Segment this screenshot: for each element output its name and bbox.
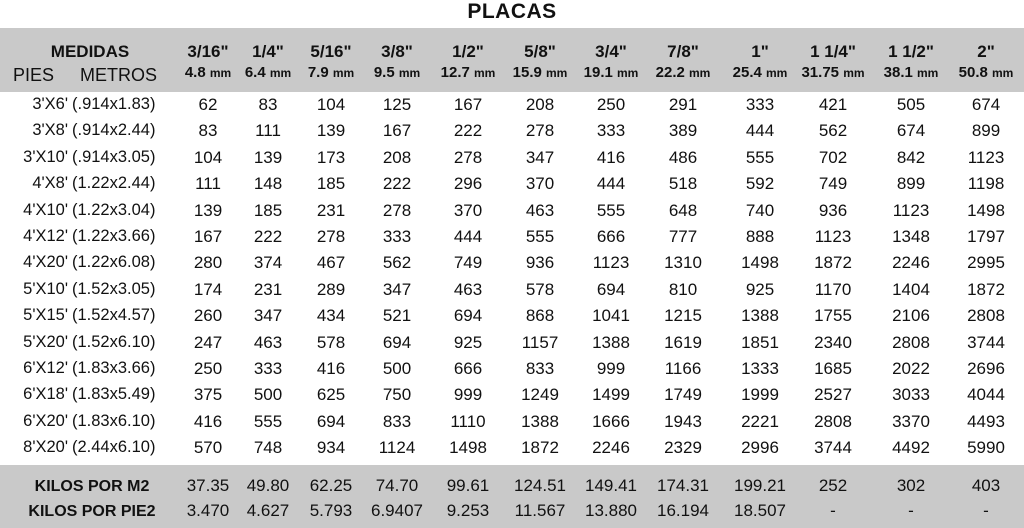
footer-cell: 49.80 (246, 476, 290, 495)
table-cell: 521 (382, 306, 412, 326)
table-cell: 2996 (741, 438, 779, 458)
table-cell: 674 (971, 95, 1001, 114)
table-cell: 899 (971, 121, 1001, 141)
table-cell: 666 (453, 359, 483, 378)
table-cell: 173 (316, 147, 346, 167)
table-cell: 555 (596, 200, 626, 220)
size-meters: (1.22x6.08) (72, 253, 156, 272)
table-cell: 463 (525, 200, 555, 220)
table-cell: 2022 (892, 359, 930, 378)
column-fraction-header: 5/8" (524, 42, 556, 61)
size-feet: 6'X20' (23, 411, 68, 430)
size-feet: 4'X8' (32, 174, 68, 193)
table-cell: 749 (818, 174, 848, 194)
table-cell: 925 (453, 332, 483, 352)
table-cell: 1310 (664, 253, 702, 273)
row-size-label (8, 253, 178, 272)
table-cell: 444 (596, 174, 626, 194)
row-size-label (8, 412, 178, 431)
table-cell: 167 (193, 227, 223, 246)
table-cell: 139 (253, 147, 283, 167)
column-fraction-header: 2" (977, 42, 995, 61)
table-cell: 463 (253, 332, 283, 352)
mm-unit: mm (917, 66, 939, 80)
column-fraction-header: 1 1/4" (810, 42, 856, 61)
table-cell: 1041 (592, 306, 630, 326)
footer-cell: - (908, 501, 914, 520)
table-cell: 1404 (892, 279, 930, 299)
table-cell: 111 (255, 121, 281, 141)
mm-unit: mm (269, 66, 292, 80)
table-cell: 416 (596, 147, 626, 167)
table-cell: 1666 (592, 411, 630, 431)
table-cell: 750 (382, 385, 412, 405)
row-size-label (8, 174, 178, 193)
table-cell: 222 (453, 121, 483, 141)
table-cell: 999 (596, 359, 626, 378)
mm-unit: mm (992, 66, 1014, 80)
table-cell: 1123 (892, 200, 930, 220)
table-cell: 518 (668, 174, 698, 194)
column-fraction-header: 1/2" (452, 42, 484, 61)
column-mm-header (944, 63, 1024, 83)
table-cell: 278 (382, 200, 412, 220)
table-cell: 1749 (664, 385, 702, 405)
table-cell: 2246 (892, 253, 930, 273)
size-meters: (1.52x6.10) (72, 332, 156, 351)
table-cell: 1499 (592, 385, 630, 405)
mm-value: 19.1 (583, 64, 613, 81)
table-cell: 389 (668, 121, 698, 141)
column-fraction-header: 3/16" (187, 42, 229, 61)
table-cell: 1388 (592, 332, 630, 352)
table-cell: 555 (525, 227, 555, 246)
mm-unit: mm (766, 66, 788, 80)
table-cell: 333 (745, 95, 775, 114)
size-meters: (.914x3.05) (72, 147, 156, 166)
table-cell: 505 (896, 95, 926, 114)
mm-value: 50.8 (958, 64, 988, 81)
table-cell: 1157 (521, 332, 559, 352)
table-cell: 1123 (814, 227, 852, 246)
column-fraction-header: 5/16" (310, 42, 352, 61)
footer-cell: 6.9407 (371, 501, 423, 520)
table-cell: 463 (453, 279, 483, 299)
table-cell: 280 (193, 253, 223, 273)
mm-unit: mm (209, 66, 232, 80)
table-cell: 250 (193, 359, 223, 378)
table-cell: 694 (382, 332, 412, 352)
table-cell: 1872 (814, 253, 852, 273)
column-fraction-header: 1/4" (252, 42, 284, 61)
mm-value: 12.7 (440, 64, 470, 81)
footer-cell: 124.51 (514, 476, 566, 495)
table-cell: 421 (818, 95, 848, 114)
table-cell: 868 (525, 306, 555, 326)
size-meters: (1.83x5.49) (72, 385, 156, 404)
mm-value: 6.4 (244, 64, 266, 81)
footer-cell: 174.31 (657, 476, 709, 495)
table-cell: 3744 (967, 332, 1005, 352)
table-cell: 1498 (741, 253, 779, 273)
column-mm-header (718, 63, 802, 83)
table-cell: 674 (896, 121, 926, 141)
table-cell: 888 (745, 227, 775, 246)
mm-unit: mm (546, 66, 568, 80)
table-cell: 842 (896, 147, 926, 167)
mm-unit: mm (332, 66, 355, 80)
table-cell: 104 (316, 95, 346, 114)
table-cell: 702 (818, 147, 848, 167)
table-cell: 625 (316, 385, 346, 405)
table-cell: 333 (382, 227, 412, 246)
row-size-label (8, 227, 178, 246)
column-fraction-header: 1 1/2" (888, 42, 934, 61)
size-meters: (1.52x3.05) (72, 279, 156, 298)
column-mm-header (791, 63, 875, 83)
table-cell: 1348 (892, 227, 930, 246)
size-meters: (1.83x6.10) (72, 411, 156, 430)
mm-value: 7.9 (307, 64, 329, 81)
footer-cell: 37.35 (186, 476, 230, 495)
table-cell: 222 (253, 227, 283, 246)
table-cell: 416 (193, 411, 223, 431)
size-feet: 5'X20' (23, 332, 68, 351)
row-size-label (8, 438, 178, 457)
table-cell: 231 (316, 200, 346, 220)
footer-cell: 11.567 (514, 501, 566, 520)
table-cell: 3370 (892, 411, 930, 431)
table-cell: 250 (596, 95, 626, 114)
footer-cell: 99.61 (446, 476, 490, 495)
table-cell: 139 (316, 121, 346, 141)
mm-unit: mm (617, 66, 639, 80)
size-feet: 6'X12' (23, 359, 68, 377)
table-cell: 260 (193, 306, 223, 326)
size-feet: 3'X10' (23, 147, 68, 166)
table-cell: 167 (453, 95, 483, 114)
row-size-label (8, 95, 178, 114)
size-feet: 5'X10' (23, 279, 68, 298)
table-cell: 1123 (967, 147, 1005, 167)
table-cell: 247 (193, 332, 223, 352)
table-cell: 467 (316, 253, 346, 273)
table-cell: 333 (253, 359, 283, 378)
row-size-label (8, 280, 178, 299)
footer-cell: 13.880 (585, 501, 637, 520)
table-cell: 148 (253, 174, 283, 194)
table-cell: 104 (193, 147, 223, 167)
table-cell: 555 (253, 411, 283, 431)
table-cell: 578 (525, 279, 555, 299)
table-cell: 174 (193, 279, 223, 299)
footer-cell: 9.253 (446, 501, 490, 520)
table-cell: 185 (253, 200, 283, 220)
size-meters: (2.44x6.10) (72, 438, 156, 457)
mm-value: 9.5 (373, 64, 395, 81)
footer-cell: 5.793 (309, 501, 353, 520)
size-feet: 6'X18' (23, 385, 68, 404)
footer-cell: 16.194 (657, 501, 709, 520)
mm-unit: mm (689, 66, 711, 80)
table-cell: 666 (596, 227, 626, 246)
footer-cell: 3.470 (186, 501, 230, 520)
table-cell: 111 (195, 174, 221, 194)
mm-unit: mm (474, 66, 496, 80)
column-fraction-header: 3/8" (381, 42, 413, 61)
table-cell: 2808 (967, 306, 1005, 326)
table-cell: 222 (382, 174, 412, 194)
table-cell: 434 (316, 306, 346, 326)
footer-cell: 403 (971, 476, 1001, 495)
size-meters: (.914x1.83) (72, 95, 156, 113)
table-cell: 777 (668, 227, 698, 246)
mm-value: 38.1 (883, 64, 913, 81)
table-cell: 2106 (892, 306, 930, 326)
size-meters: (1.52x4.57) (72, 306, 156, 325)
footer-cell: 149.41 (585, 476, 637, 495)
mm-value: 31.75 (801, 64, 840, 81)
row-size-label (8, 333, 178, 352)
table-cell: 740 (745, 200, 775, 220)
table-cell: 5990 (967, 438, 1005, 458)
table-cell: 1999 (741, 385, 779, 405)
column-fraction-header: 7/8" (667, 42, 699, 61)
table-cell: 3033 (892, 385, 930, 405)
table-cell: 810 (668, 279, 698, 299)
table-cell: 347 (525, 147, 555, 167)
footer-cell: 74.70 (375, 476, 419, 495)
table-cell: 999 (453, 385, 483, 405)
table-cell: 2329 (664, 438, 702, 458)
table-cell: 296 (453, 174, 483, 194)
table-cell: 2696 (967, 359, 1005, 378)
row-size-label (8, 201, 178, 220)
size-feet: 4'X10' (23, 200, 68, 219)
size-meters: (1.22x2.44) (72, 174, 156, 193)
table-cell: 562 (382, 253, 412, 273)
table-cell: 1170 (814, 279, 852, 299)
size-meters: (1.22x3.66) (72, 227, 156, 245)
table-cell: 333 (596, 121, 626, 141)
table-cell: 1685 (814, 359, 852, 378)
footer-cell: 252 (818, 476, 848, 495)
table-cell: 83 (258, 95, 278, 114)
mm-unit: mm (398, 66, 421, 80)
row-size-label (8, 148, 178, 167)
table-cell: 648 (668, 200, 698, 220)
row-size-label (8, 385, 178, 404)
table-cell: 1215 (664, 306, 702, 326)
table-cell: 934 (316, 438, 346, 458)
table-cell: 2808 (892, 332, 930, 352)
table-cell: 578 (316, 332, 346, 352)
footer-cell: 18.507 (734, 501, 786, 520)
table-cell: 185 (316, 174, 346, 194)
row-size-label (8, 306, 178, 325)
table-cell: 416 (316, 359, 346, 378)
footer-cell: 4.627 (246, 501, 290, 520)
table-cell: 1124 (378, 438, 416, 458)
table-cell: 347 (253, 306, 283, 326)
column-mm-header (869, 63, 953, 83)
table-cell: 1498 (967, 200, 1005, 220)
table-cell: 2246 (592, 438, 630, 458)
table-cell: 570 (193, 438, 223, 458)
table-cell: 500 (253, 385, 283, 405)
table-cell: 374 (253, 253, 283, 273)
table-cell: 1333 (741, 359, 779, 378)
table-cell: 278 (316, 227, 346, 246)
table-cell: 1619 (664, 332, 702, 352)
table-cell: 208 (382, 147, 412, 167)
table-cell: 1110 (450, 411, 486, 431)
table-cell: 375 (193, 385, 223, 405)
size-meters: (1.22x3.04) (72, 200, 156, 219)
table-cell: 1123 (592, 253, 630, 273)
table-cell: 486 (668, 147, 698, 167)
column-fraction-header: 3/4" (595, 42, 627, 61)
table-cell: 208 (525, 95, 555, 114)
size-feet: 8'X20' (23, 438, 68, 457)
metros-header: METROS (80, 65, 158, 85)
table-cell: 500 (382, 359, 412, 378)
table-cell: 370 (453, 200, 483, 220)
footer-label: KILOS POR M2 (34, 478, 150, 495)
table-cell: 1872 (521, 438, 559, 458)
page-title: PLACAS (467, 0, 557, 23)
mm-unit: mm (843, 66, 865, 80)
column-mm-header (641, 63, 725, 83)
table-cell: 2527 (814, 385, 852, 405)
table-cell: 936 (818, 200, 848, 220)
size-feet: 4'X12' (23, 227, 68, 245)
table-cell: 167 (382, 121, 412, 141)
table-cell: 748 (253, 438, 283, 458)
mm-value: 22.2 (655, 64, 685, 81)
size-meters: (.914x2.44) (72, 121, 156, 140)
table-cell: 4044 (967, 385, 1005, 405)
table-cell: 231 (253, 279, 283, 299)
table-cell: 749 (453, 253, 483, 273)
table-cell: 936 (525, 253, 555, 273)
table-cell: 2221 (741, 411, 779, 431)
table-cell: 562 (818, 121, 848, 141)
table-cell: 925 (745, 279, 775, 299)
table-cell: 1943 (664, 411, 702, 431)
table-cell: 347 (382, 279, 412, 299)
footer-cell: 199.21 (734, 476, 786, 495)
table-cell: 2995 (967, 253, 1005, 273)
column-fraction-header: 1" (751, 42, 769, 61)
table-cell: 62 (198, 95, 218, 114)
table-cell: 289 (316, 279, 346, 299)
table-cell: 444 (745, 121, 775, 141)
table-cell: 833 (382, 411, 412, 431)
footer-label: KILOS POR PIE2 (28, 503, 156, 520)
table-cell: 291 (668, 95, 698, 114)
table-cell: 139 (193, 200, 223, 220)
table-cell: 1249 (521, 385, 559, 405)
footer-cell: 62.25 (309, 476, 353, 495)
medidas-header: MEDIDAS (50, 42, 130, 61)
size-feet: 3'X8' (32, 121, 68, 140)
table-cell: 278 (525, 121, 555, 141)
table-cell: 1851 (741, 332, 779, 352)
row-size-label (8, 121, 178, 140)
table-cell: 1755 (814, 306, 852, 326)
table-cell: 125 (382, 95, 412, 114)
table-cell: 278 (453, 147, 483, 167)
table-cell: 1797 (967, 227, 1005, 246)
footer-cell: - (983, 501, 989, 520)
table-cell: 4492 (892, 438, 930, 458)
table-cell: 4493 (967, 411, 1005, 431)
table-cell: 694 (596, 279, 626, 299)
table-cell: 1166 (664, 359, 702, 378)
table-cell: 1388 (741, 306, 779, 326)
mm-value: 25.4 (732, 64, 762, 81)
table-cell: 1198 (967, 174, 1005, 194)
table-cell: 2340 (814, 332, 852, 352)
table-cell: 592 (745, 174, 775, 194)
table-cell: 1498 (449, 438, 487, 458)
table-cell: 833 (525, 359, 555, 378)
table-cell: 2808 (814, 411, 852, 431)
footer-cell: - (830, 501, 836, 520)
size-feet: 5'X15' (23, 306, 68, 325)
table-cell: 694 (453, 306, 483, 326)
mm-value: 15.9 (512, 64, 542, 81)
footer-cell: 302 (896, 476, 926, 495)
size-feet: 4'X20' (23, 253, 68, 272)
table-cell: 1872 (967, 279, 1005, 299)
table-cell: 370 (525, 174, 555, 194)
table-cell: 3744 (814, 438, 852, 458)
table-cell: 83 (198, 121, 218, 141)
pies-header: PIES (13, 65, 55, 85)
size-meters: (1.83x3.66) (72, 359, 156, 377)
row-size-label (8, 359, 178, 378)
mm-value: 4.8 (184, 64, 206, 81)
table-cell: 899 (896, 174, 926, 194)
table-cell: 555 (745, 147, 775, 167)
table-cell: 444 (453, 227, 483, 246)
table-cell: 694 (316, 411, 346, 431)
size-feet: 3'X6' (32, 95, 68, 113)
table-cell: 1388 (521, 411, 559, 431)
